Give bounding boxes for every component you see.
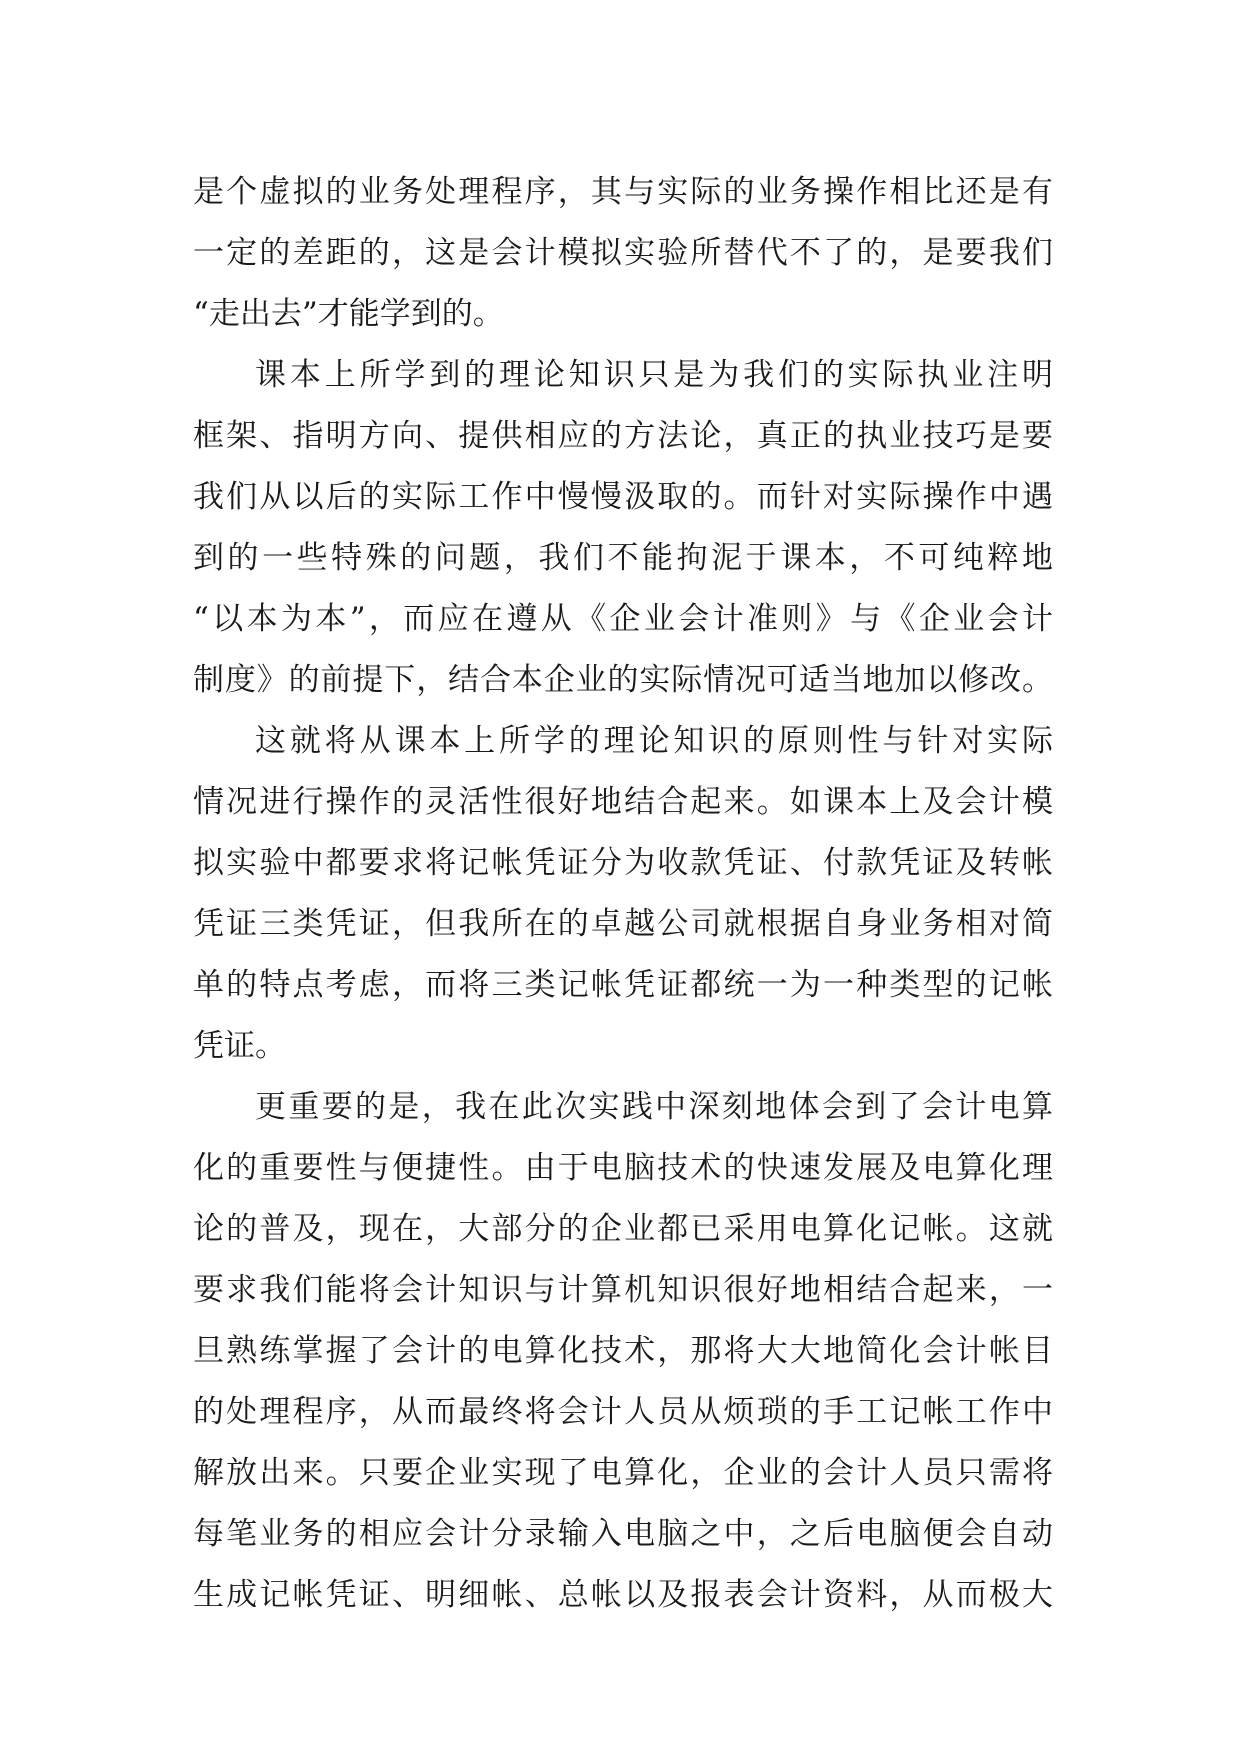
text-line: 凭证三类凭证，但我所在的卓越公司就根据自身业务相对简: [193, 906, 1053, 942]
text-line: 生成记帐凭证、明细帐、总帐以及报表会计资料，从而极大: [193, 1577, 1053, 1613]
text-line: 化的重要性与便捷性。由于电脑技术的快速发展及电算化理: [193, 1150, 1053, 1186]
text-line: 论的普及，现在，大部分的企业都已采用电算化记帐。这就: [193, 1211, 1053, 1247]
text-line: 一定的差距的，这是会计模拟实验所替代不了的，是要我们: [193, 235, 1053, 271]
text-line: 课本上所学到的理论知识只是为我们的实际执业注明: [255, 357, 1053, 393]
text-line: 旦熟练掌握了会计的电算化技术，那将大大地简化会计帐目: [193, 1333, 1053, 1369]
text-line: 到的一些特殊的问题，我们不能拘泥于课本，不可纯粹地: [193, 540, 1053, 576]
text-line: 更重要的是，我在此次实践中深刻地体会到了会计电算: [255, 1089, 1053, 1125]
text-line: 是个虚拟的业务处理程序，其与实际的业务操作相比还是有: [193, 174, 1053, 210]
text-line: “走出去”才能学到的。: [193, 296, 504, 332]
text-line: 我们从以后的实际工作中慢慢汲取的。而针对实际操作中遇: [193, 479, 1053, 515]
text-line: 凭证。: [193, 1028, 286, 1064]
text-line: 情况进行操作的灵活性很好地结合起来。如课本上及会计模: [193, 784, 1053, 820]
text-line: 框架、指明方向、提供相应的方法论，真正的执业技巧是要: [193, 418, 1053, 454]
body-text: [193, 162, 1053, 1626]
paragraph: [193, 162, 1053, 345]
text-line: 每笔业务的相应会计分录输入电脑之中，之后电脑便会自动: [193, 1516, 1053, 1552]
paragraph: [193, 345, 1053, 711]
paragraph: [193, 711, 1053, 1077]
text-line: 解放出来。只要企业实现了电算化，企业的会计人员只需将: [193, 1455, 1053, 1491]
text-line: 的处理程序，从而最终将会计人员从烦琐的手工记帐工作中: [193, 1394, 1053, 1430]
text-line: 这就将从课本上所学的理论知识的原则性与针对实际: [255, 723, 1053, 759]
text-line: 要求我们能将会计知识与计算机知识很好地相结合起来，一: [193, 1272, 1053, 1308]
text-line: 单的特点考虑，而将三类记帐凭证都统一为一种类型的记帐: [193, 967, 1053, 1003]
text-line: “以本为本”，而应在遵从《企业会计准则》与《企业会计: [193, 601, 1053, 637]
text-line: 制度》的前提下，结合本企业的实际情况可适当地加以修改。: [193, 662, 1053, 698]
text-line: 拟实验中都要求将记帐凭证分为收款凭证、付款凭证及转帐: [193, 845, 1053, 881]
paragraph: [193, 1077, 1053, 1626]
